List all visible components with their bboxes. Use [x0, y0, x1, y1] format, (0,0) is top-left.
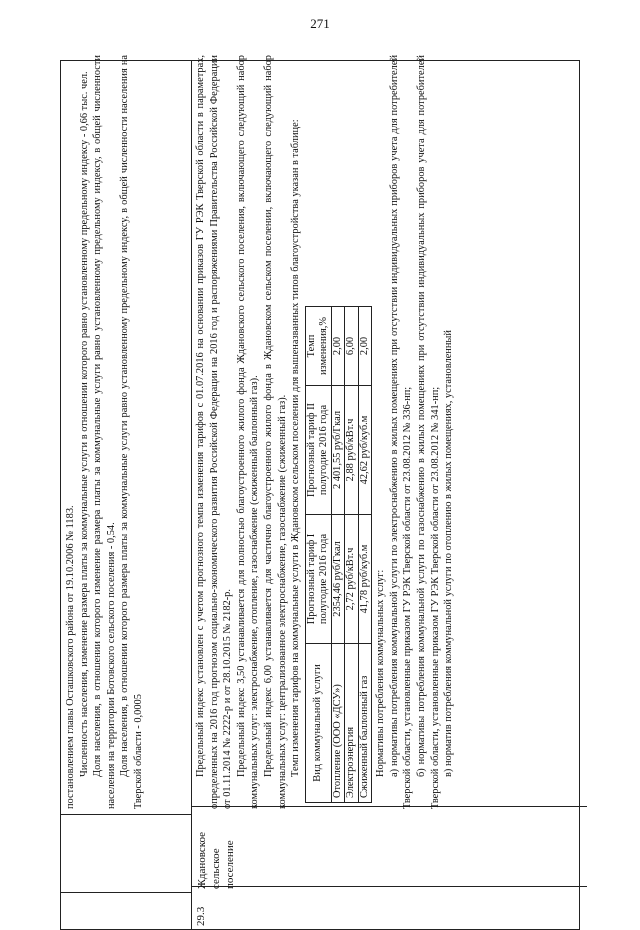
- table-cell: 6,00: [345, 307, 359, 386]
- row-name-cell: [61, 814, 191, 893]
- column-header: Темп изменения,%: [305, 307, 331, 386]
- page-number: 271: [310, 16, 330, 31]
- table-cell: 42,62 руб/куб.м: [358, 386, 372, 515]
- column-header: Прогнозный тариф II полугодие 2016 года: [305, 386, 331, 515]
- table-cell: 41,78 руб/куб.м: [358, 515, 372, 644]
- table-cell: Электроэнергия: [345, 644, 359, 803]
- table-row: [191, 55, 579, 929]
- paragraph: а) нормативы потребления коммунальной услуги по электроснабжению в жилых помещениях при отсутствии индивидуальных приборов учета для потребителей Тверской области, установленные приказом ГУ РЭК Тверской области от 23.08.2012 № 336-нп;: [388, 55, 414, 809]
- paragraph: Доля населения, в отношении которого размера платы за коммунальные услуги равно установленному предельному индексу, в общей численности населения на Тверской области - 0,0005: [119, 55, 144, 809]
- column-header: Вид коммунальной услуги: [305, 644, 331, 803]
- table-cell: 2 401,55 руб/Гкал: [331, 386, 345, 515]
- rotated-page-content: [60, 55, 580, 930]
- table-cell: 2,00: [331, 307, 345, 386]
- paragraph: постановлением главы Осташковского района от 19.10.2006 № 1183.: [65, 505, 76, 809]
- paragraph: Предельный индекс 3,50 устанавливается для полностью благоустроенного жилого фонда Ждановского сельского поселения, включающего следующий набор коммунальных услуг: электроснабжение, отопление, газоснабжение (сжиженный баллонный газ).: [235, 55, 261, 809]
- tariff-table-header: [305, 307, 331, 803]
- tariff-table: [305, 306, 373, 803]
- table-row-previous: [61, 55, 192, 929]
- paragraph: в) норматив потребления коммунальной услуги по отоплению в жилых помещениях, установленный: [443, 330, 455, 777]
- paragraph: Численность населения, изменение размера платы за коммунальные услуги в отношении которого равно установленному предельному индексу - 0,66 тыс. чел.: [78, 71, 90, 777]
- table-cell: Отопление (ООО «ДСУ»): [331, 644, 345, 803]
- column-header: Прогнозный тариф I полугодие 2016 года: [305, 515, 331, 644]
- document-table: [60, 55, 580, 930]
- table-cell: 2354,46 руб/Гкал: [331, 515, 345, 644]
- paragraph: Предельный индекс установлен с учетом прогнозного темпа изменения тарифов с 01.07.2016 на основании приказов ГУ РЭК Тверской области в параметрах, определенных на 2016 год прогнозом социально-экономического развития Российской Федерации на 2016 год и распоряжениями Правительства Российской Федерации от 01.11.2014 № 2222-р и от 28.10.2015 № 2182-р.: [195, 55, 234, 809]
- table-cell: 2,72 руб/кВт.ч: [345, 515, 359, 644]
- paragraph: Нормативы потребления коммунальных услуг:: [375, 569, 387, 777]
- row-number-cell: [61, 892, 191, 929]
- paragraph: б) нормативы потребления коммунальной услуги по газоснабжению в жилых помещениях при отсутствии индивидуальных приборов учета для потребителей Тверской области, установленные приказом ГУ РЭК Тверской области от 23.08.2012 № 341-нп;: [416, 55, 441, 809]
- table-cell: 2,00: [358, 307, 372, 386]
- table-row: [358, 307, 372, 803]
- table-cell: Сжиженный баллонный газ: [358, 644, 372, 803]
- row-number: 29.3: [191, 886, 587, 929]
- row-text-cell: [191, 49, 585, 815]
- row-text-cell: [61, 49, 197, 815]
- paragraph: Темп изменения тарифов на коммунальные услуги в Ждановском сельском поселении для вышеназванных типов благоустройства указан в таблице:: [290, 119, 302, 777]
- table-row: [345, 307, 359, 803]
- settlement-name: Ждановское сельское поселение: [191, 806, 587, 893]
- paragraph: Предельный индекс 6,00 устанавливается для частично благоустроенного жилого фонда в Ждановском сельском поселении, включающего следующий набор коммунальных услуг: централизованное электроснабжение, газоснабжение (сжиженный газ).: [262, 55, 288, 809]
- paragraph: Доля населения, в отношении которого изменение размера платы за коммунальные услуги равно установленному предельному индексу, в общей численности населения на территории Ботовского сельского поселения - 0,54.: [92, 55, 117, 809]
- table-row: [331, 307, 345, 803]
- table-cell: 2,88 руб/кВт.ч: [345, 386, 359, 515]
